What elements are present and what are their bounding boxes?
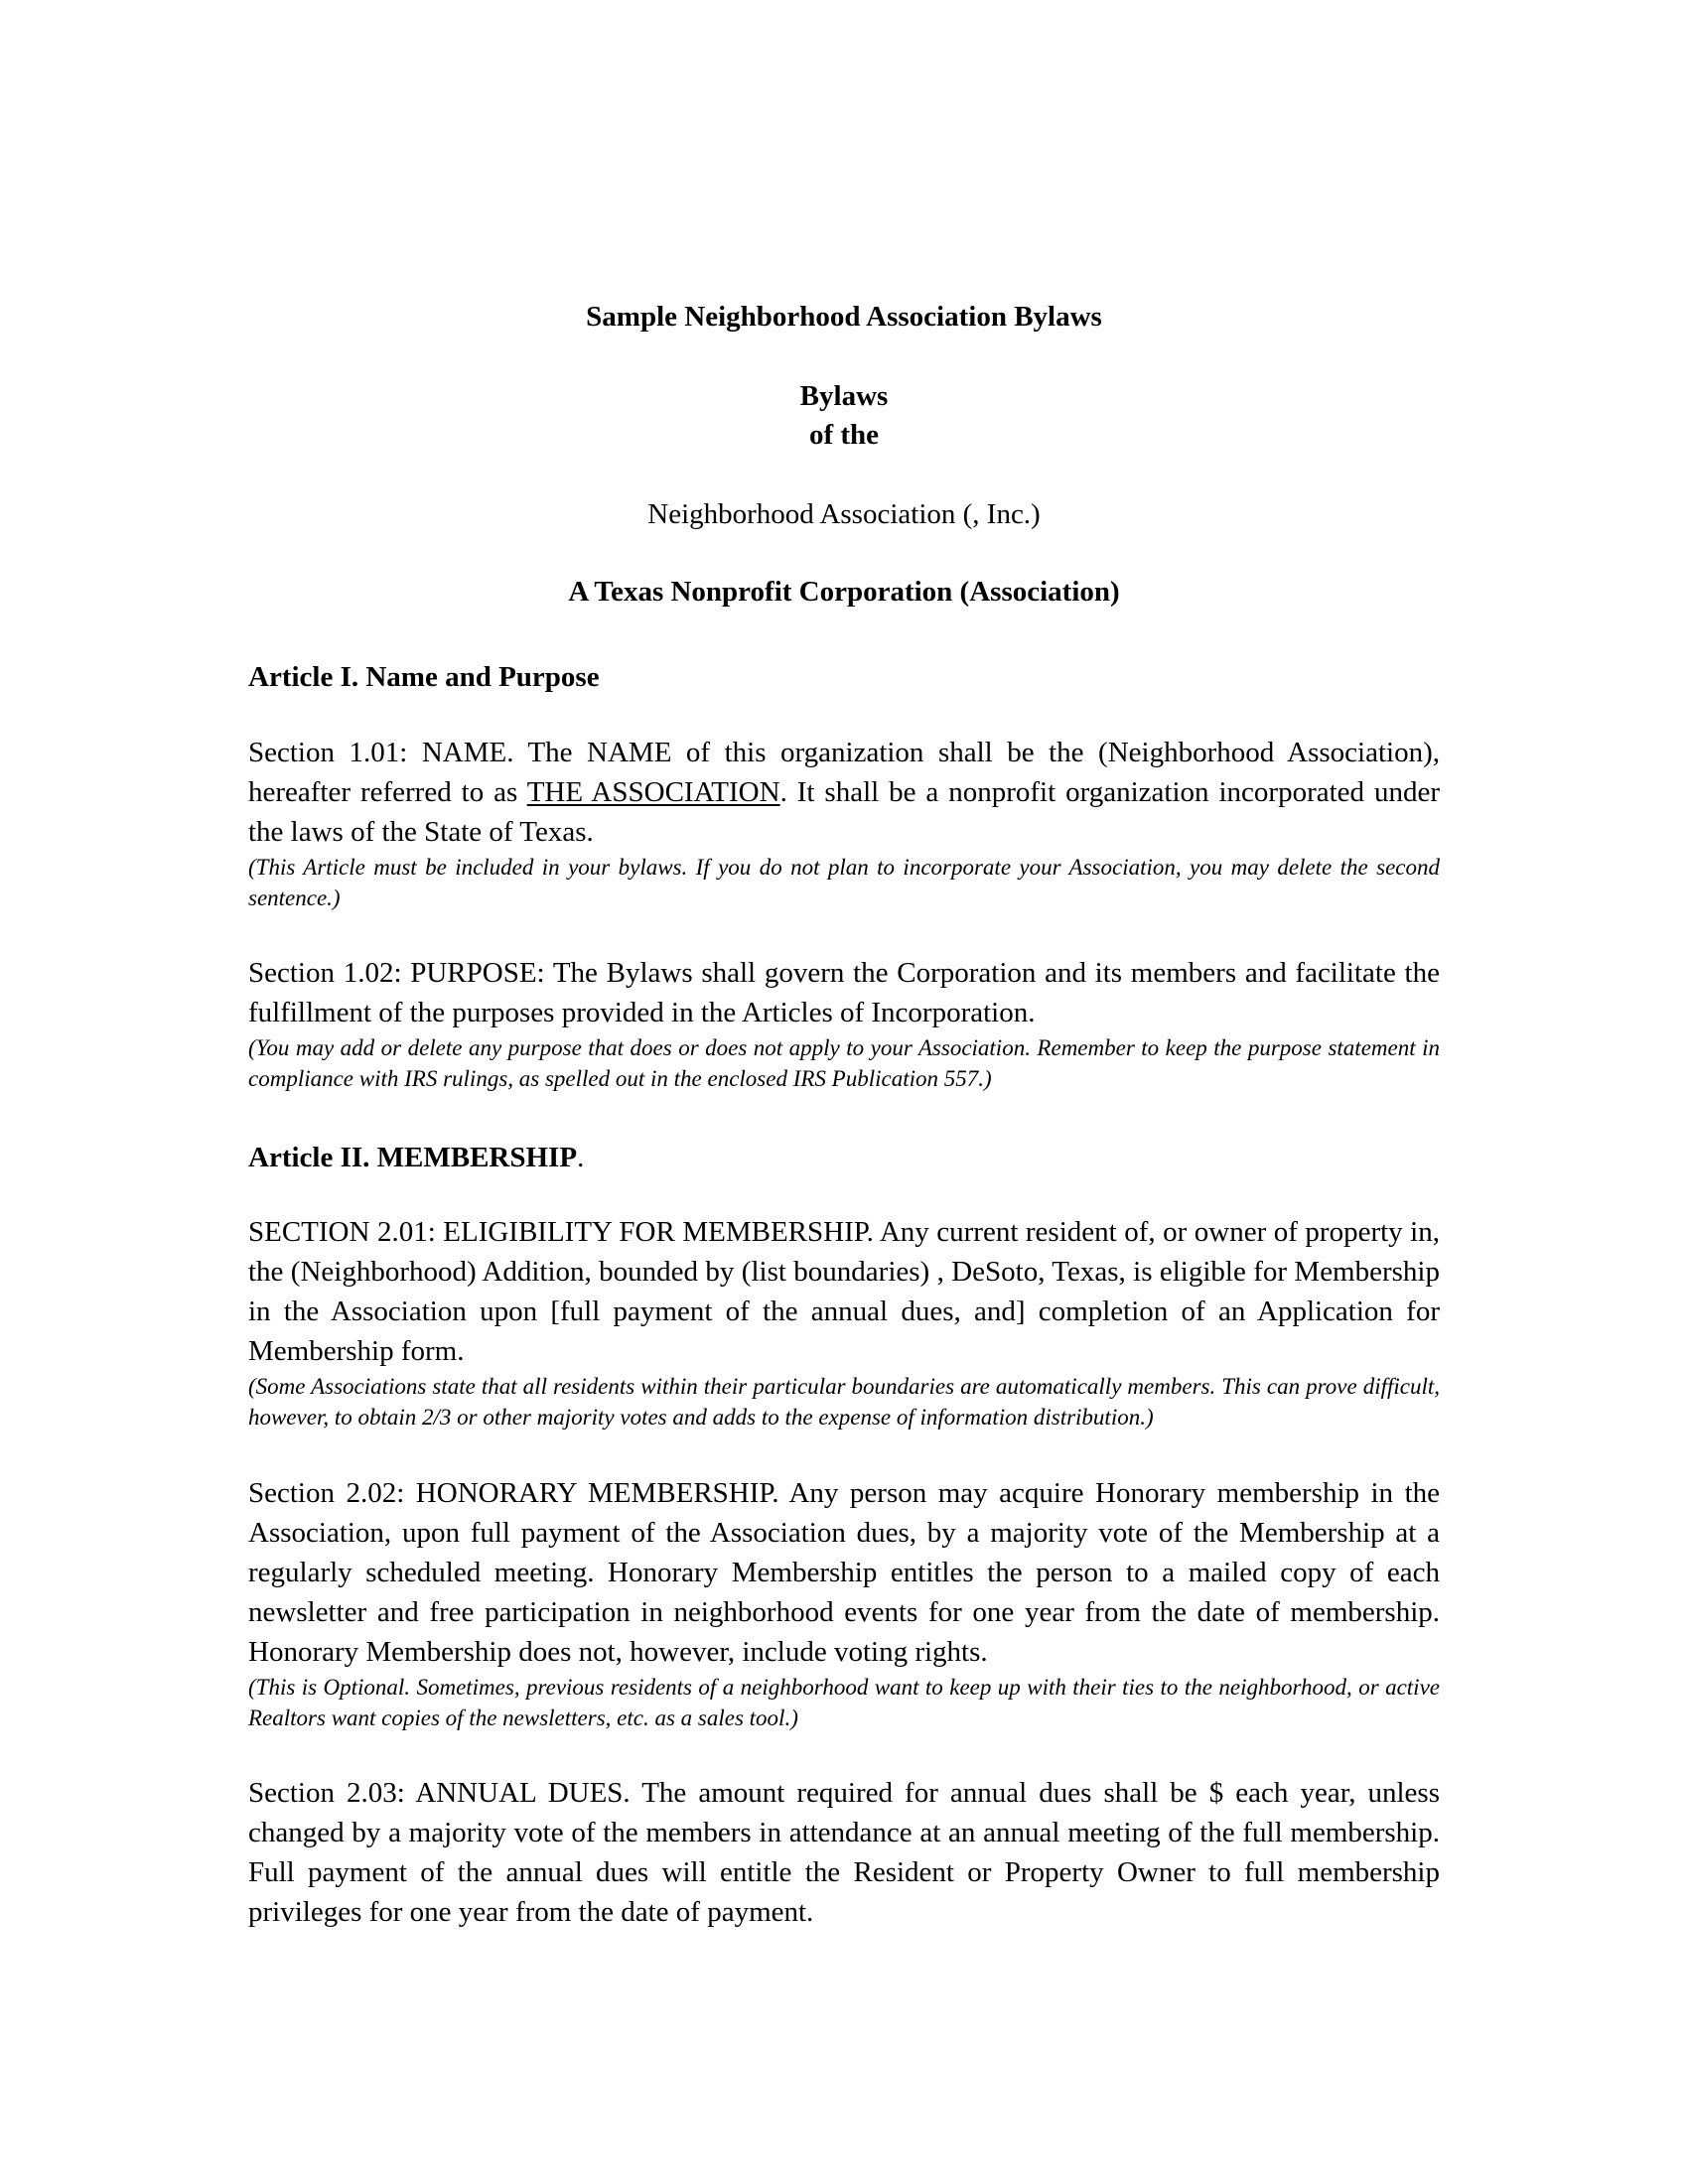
article-heading-1-text: Article I. Name and Purpose bbox=[248, 661, 600, 694]
section-2-02-paragraph bbox=[248, 1473, 1440, 1672]
section-2-02-body: Any person may acquire Honorary membership in the Association, upon full payment of the Association dues, by a majority vote of the Membership at a regularly scheduled meeting. Honorary Membership entitles the person to a mailed copy of each newsletter and free participation in neighborhood events for one year from the date of membership. Honorary Membership does not, however, include voting rights. bbox=[248, 1476, 1440, 1668]
article-heading-1 bbox=[248, 658, 1440, 696]
section-2-02-label: Section 2.02: HONORARY MEMBERSHIP. bbox=[248, 1476, 779, 1509]
subtitle-of-the: of the bbox=[808, 418, 880, 451]
section-1-02-label: Section 1.02: PURPOSE: bbox=[248, 957, 545, 990]
section-1-01-underlined-term: THE ASSOCIATION bbox=[526, 775, 780, 808]
subtitle-bylaws: Bylaws bbox=[799, 380, 889, 413]
section-1-01-note: (This Article must be included in your bylaws. If you do not plan to incorporate your Association, you may delete the second sentence.) bbox=[248, 854, 1440, 910]
section-1-02-paragraph bbox=[248, 953, 1440, 1032]
article-heading-2-text: Article II. MEMBERSHIP bbox=[248, 1141, 578, 1173]
section-2-03-label: Section 2.03: ANNUAL DUES. bbox=[248, 1777, 631, 1810]
document-title: Sample Neighborhood Association Bylaws bbox=[586, 301, 1102, 333]
section-2-03-body: The amount required for annual dues shall be $ each year, unless changed by a majority vote of the members in attendance at an annual meeting of the full membership. Full payment of the annual dues will entitle the Resident or Property Owner to full membership privileges for one year from the date of payment. bbox=[248, 1777, 1440, 1929]
section-2-01-label: SECTION 2.01: ELIGIBILITY FOR MEMBERSHIP. bbox=[248, 1216, 874, 1248]
bylaws-subtitle-block bbox=[248, 377, 1440, 454]
section-1-01-label: Section 1.01: NAME. bbox=[248, 736, 514, 768]
section-2-01-note: (Some Associations state that all residents within their particular boundaries are automatically members. This can prove difficult, however, to obtain 2/3 or other majority votes and adds to the expense of information distribution.) bbox=[248, 1374, 1440, 1431]
article-heading-2 bbox=[248, 1139, 1440, 1176]
section-1-01-body-before: The NAME of this organization shall be the (Neighborhood Association), hereafter referred to as bbox=[248, 736, 1440, 808]
section-2-01-body: Any current resident of, or owner of property in, the (Neighborhood) Addition, bounded by (list boundaries) , DeSoto, Texas, is eligible for Membership in the Association upon [full payment of the annual dues, and] completion of an Application for Membership form. bbox=[248, 1216, 1440, 1368]
section-1-02-body: The Bylaws shall govern the Corporation and its members and facilitate the fulfillment of the purposes provided in the Articles of Incorporation. bbox=[248, 957, 1440, 1029]
section-2-01-paragraph bbox=[248, 1212, 1440, 1371]
organization-name-line: Neighborhood Association (, Inc.) bbox=[647, 497, 1041, 530]
spacer bbox=[248, 1095, 1440, 1139]
section-1-01-body-after: . It shall be a nonprofit organization incorporated under the laws of the State of Texas. bbox=[248, 775, 1440, 848]
section-2-02-note: (This is Optional. Sometimes, previous residents of a neighborhood want to keep up with their ties to the neighborhood, or active Realtors want copies of the newsletters, etc. as a sales tool.) bbox=[248, 1674, 1440, 1730]
document-body bbox=[248, 298, 1440, 1932]
spacer bbox=[248, 1733, 1440, 1773]
spacer bbox=[248, 913, 1440, 953]
section-1-02-note: (You may add or delete any purpose that does or does not apply to your Association. Remember to keep the purpose statement in compliance with IRS rulings, as spelled out in the enclosed IRS Publication 557.) bbox=[248, 1035, 1440, 1092]
spacer bbox=[248, 1433, 1440, 1473]
corporation-type-line: A Texas Nonprofit Corporation (Association) bbox=[568, 576, 1120, 609]
section-2-03-paragraph bbox=[248, 1773, 1440, 1932]
section-1-01-paragraph bbox=[248, 733, 1440, 852]
article-heading-2-period: . bbox=[577, 1141, 585, 1173]
